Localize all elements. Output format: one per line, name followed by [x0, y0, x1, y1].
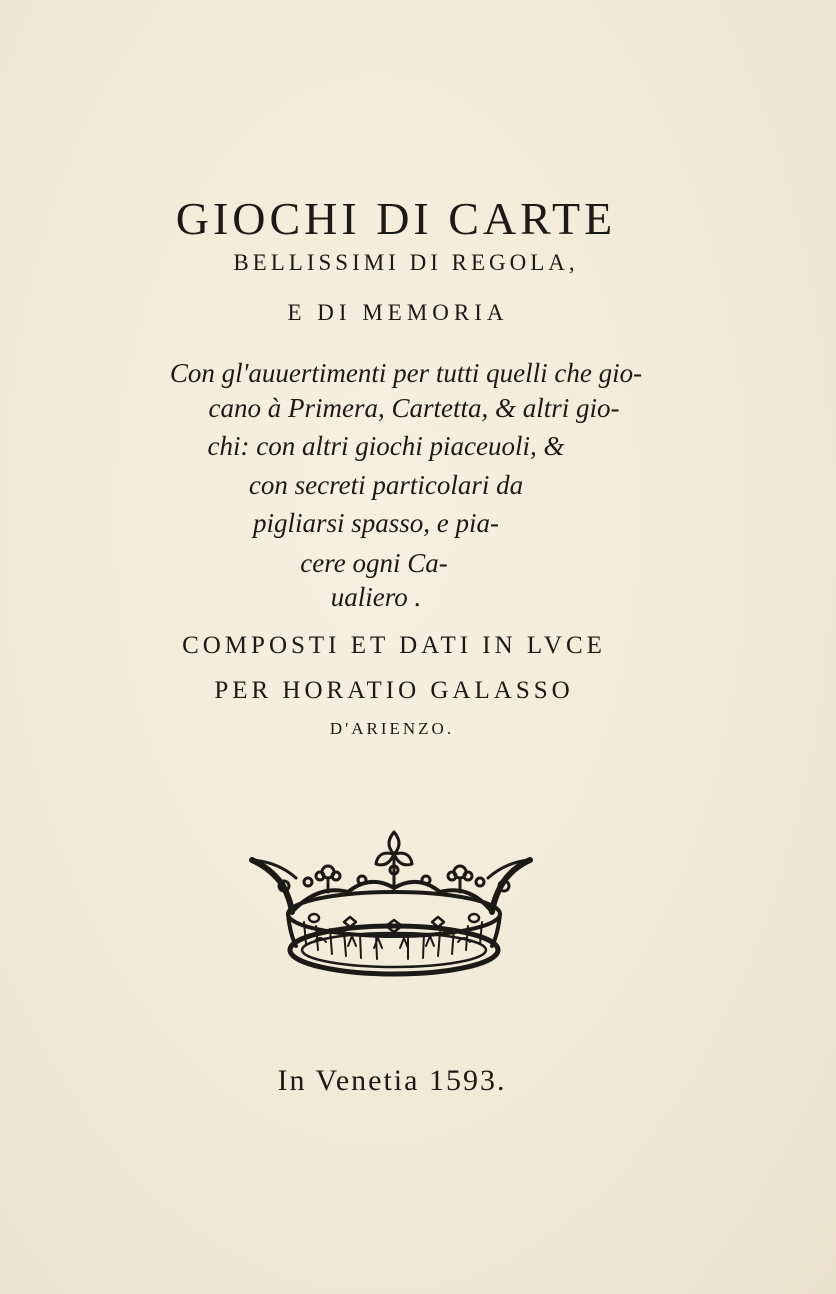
imprint: In Venetia 1593. — [277, 1064, 507, 1097]
description-line: con secreti particolari da — [248, 470, 524, 500]
subtitle-line-1: BELLISSIMI DI REGOLA, — [233, 250, 579, 275]
description-line: cere ogni Ca- — [300, 548, 448, 578]
book-title: GIOCHI DI CARTE — [175, 193, 617, 244]
description-line: chi: con altri giochi piaceuoli, & — [207, 431, 565, 461]
author-origin: D'ARIENZO. — [329, 719, 455, 738]
author-line: PER HORATIO GALASSO — [214, 677, 574, 704]
description-line: Con gl'auuertimenti per tutti quelli che gio- — [169, 358, 643, 388]
description-line: ualiero . — [330, 582, 422, 612]
crown-icon — [248, 826, 534, 982]
subtitle-line-2: E DI MEMORIA — [287, 300, 509, 325]
description-line: cano à Primera, Cartetta, & altri gio- — [208, 393, 620, 423]
description-line: pigliarsi spasso, e pia- — [252, 508, 500, 538]
composed-line: COMPOSTI ET DATI IN LVCE — [182, 632, 606, 659]
